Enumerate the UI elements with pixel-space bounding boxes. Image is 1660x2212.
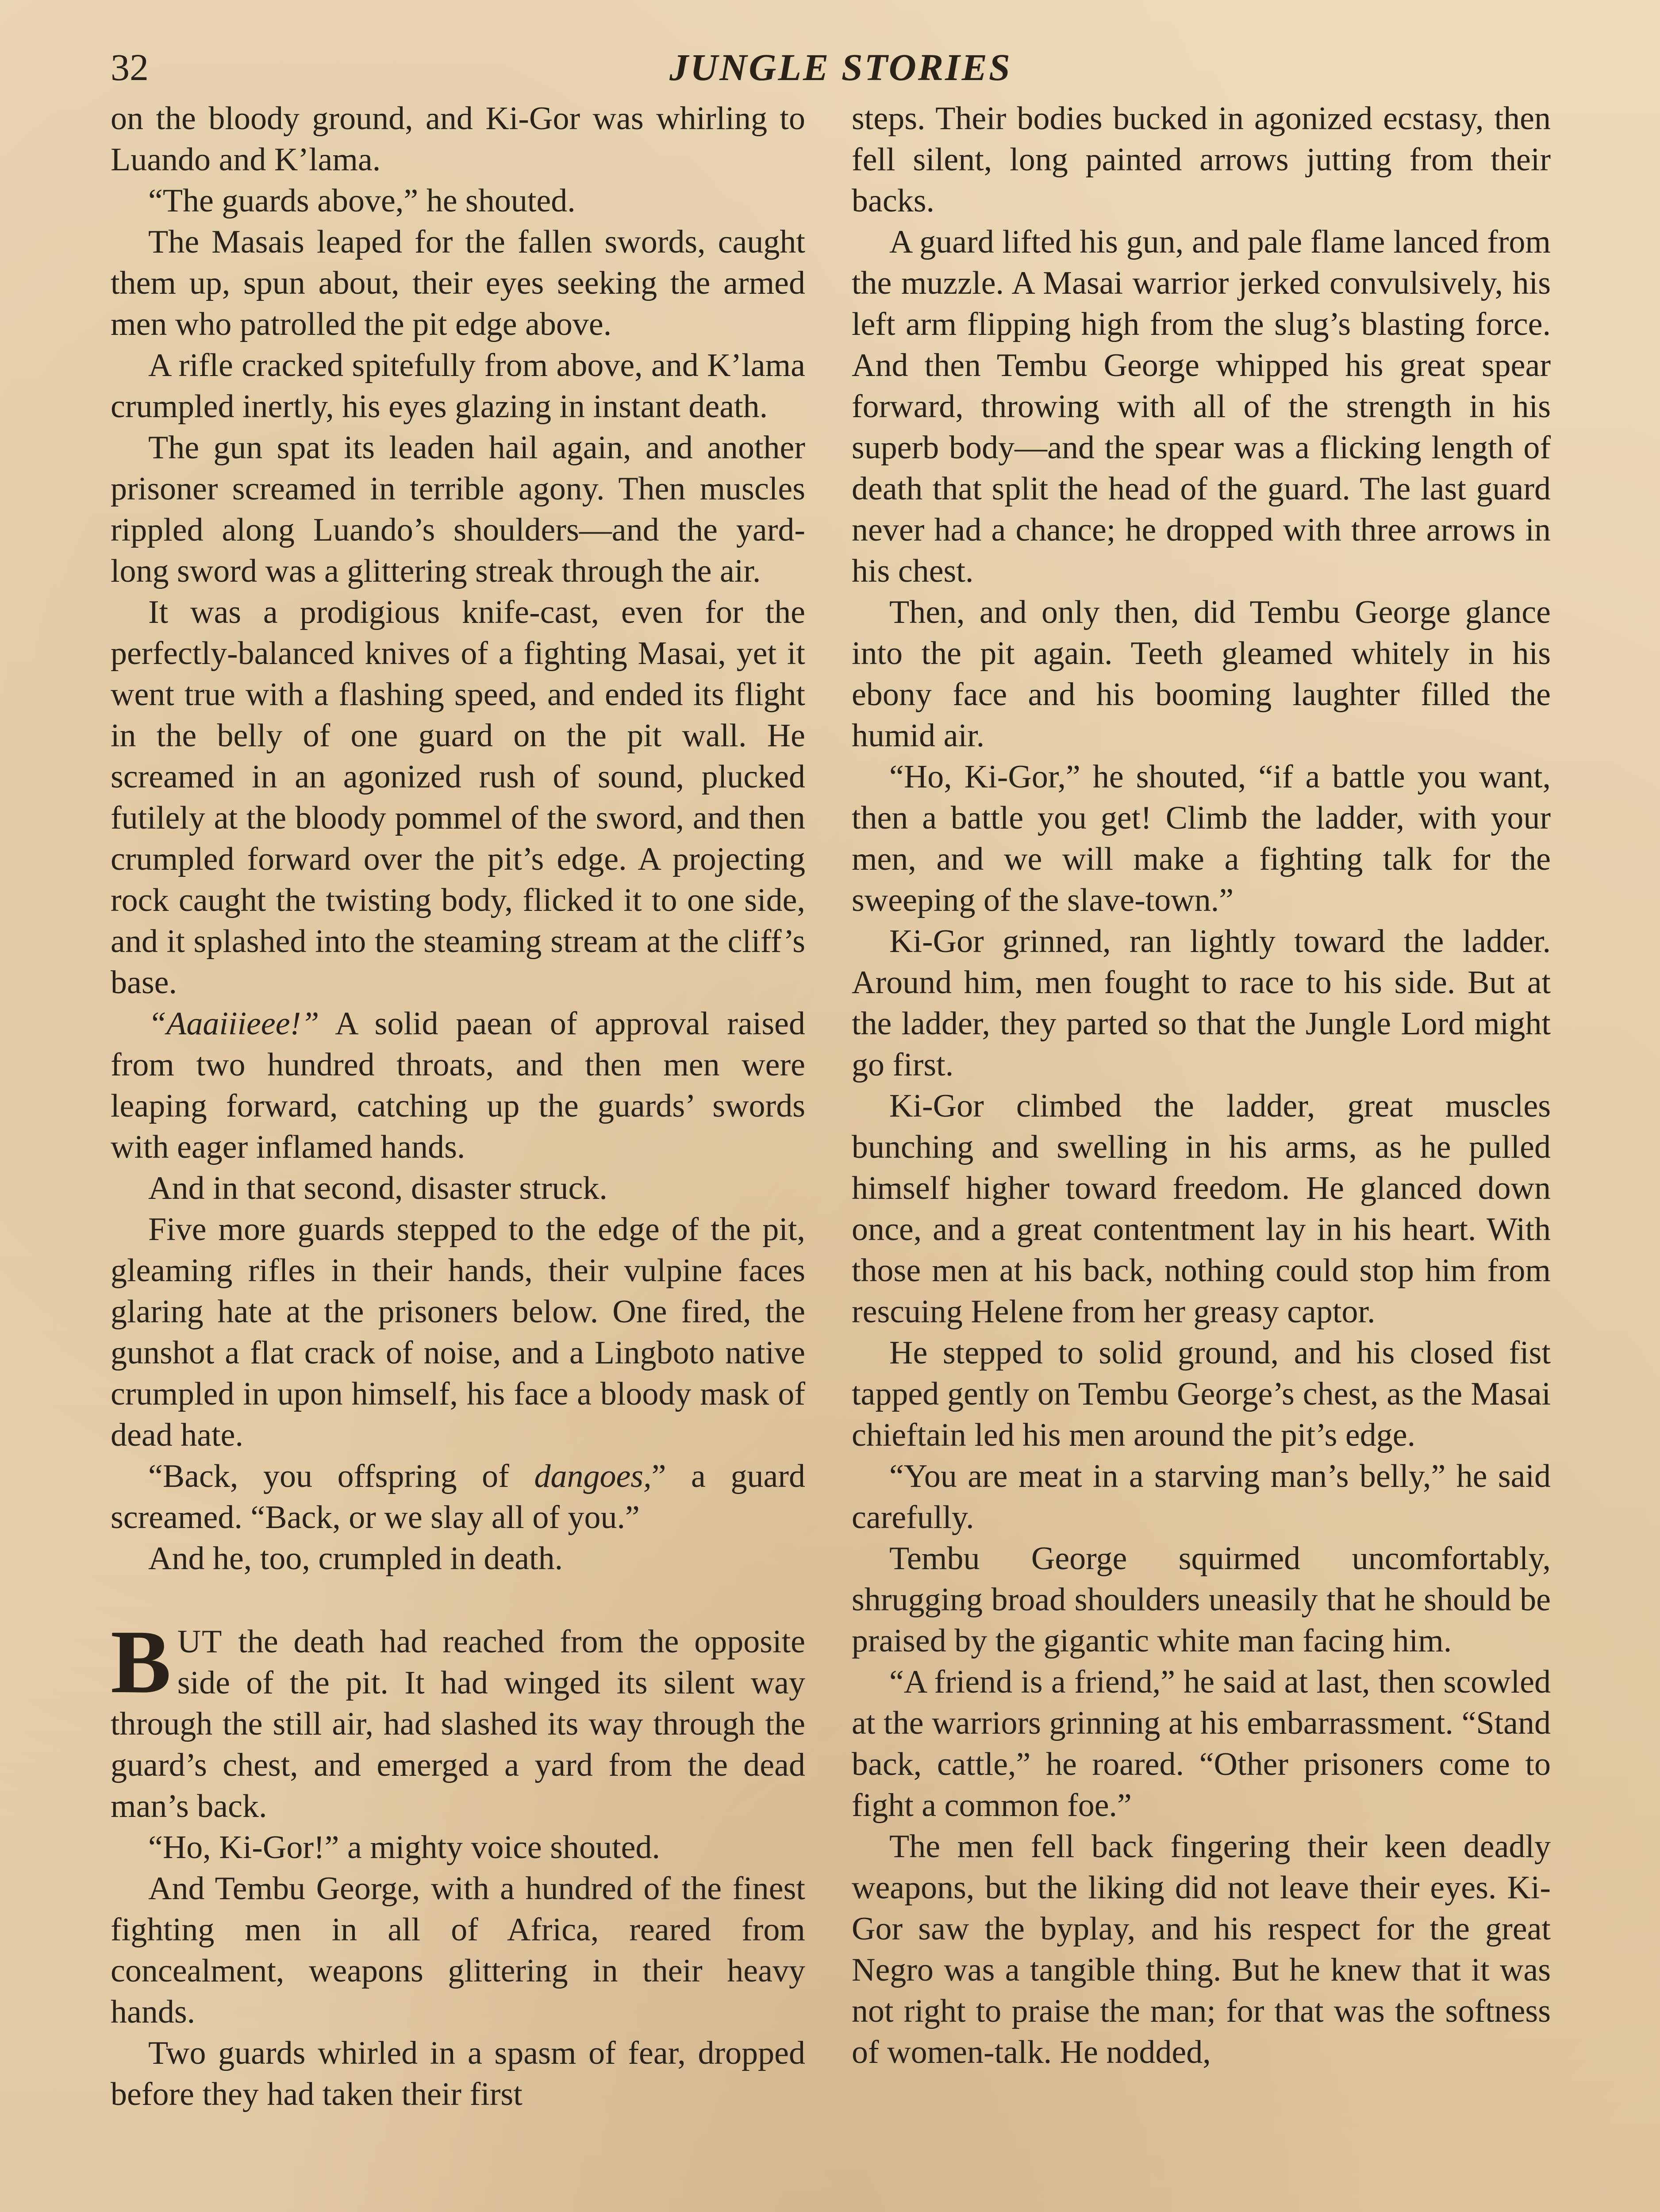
paragraph: It was a prodigious knife-cast, even for the perfectly-balanced knives of a fighting Masai, yet it went true with a flashing speed, and ended its flight in the belly of one guard on the pit wall. He screamed in an agonized rush of sound, plucked futilely at the bloody pommel of the sword, and then crumpled forward over the pit’s edge. A projecting rock caught the twisting body, flicked it to one side, and it splashed into the steaming stream at the cliff’s base.	[111, 594, 805, 1001]
paragraph: And in that second, disaster struck.	[148, 1170, 607, 1206]
paragraph: And Tembu George, with a hundred of the finest fighting men in all of Africa, reared from concealment, weapons glittering in their heavy hands.	[111, 1870, 805, 2030]
paragraph: “Ho, Ki-Gor,” he shouted, “if a battle you want, then a battle you get! Climb the ladder, with your men, and we will make a fighting talk for the sweeping of the slave-town.”	[852, 759, 1551, 918]
paragraph: Two guards whirled in a spasm of fear, dropped before they had taken their first	[111, 2035, 805, 2112]
paragraph: Tembu George squirmed uncomfortably, shrugging broad shoulders uneasily that he should be praised by the gigantic white man facing him.	[852, 1540, 1551, 1659]
right-column	[852, 98, 1551, 2073]
paragraph: Ki-Gor climbed the ladder, great muscles bunching and swelling in his arms, as he pulled himself higher toward freedom. He glanced down once, and a great contentment lay in his heart. With those men at his back, nothing could stop him from rescuing Helene from her greasy captor.	[852, 1088, 1551, 1330]
page-number: 32	[111, 46, 149, 88]
exclamation: “Aaaiiieee!”	[148, 1006, 319, 1042]
paragraph	[111, 1003, 805, 1168]
paragraph-text: ” a guard screamed. “Back, or we slay all of you.”	[111, 1458, 805, 1536]
paragraph: The gun spat its leaden hail again, and another prisoner screamed in terrible agony. Then muscles rippled along Luando’s shoulders—and the yard-long sword was a glittering streak through the air.	[111, 430, 805, 589]
paragraph: “You are meat in a starving man’s belly,” he said carefully.	[852, 1458, 1551, 1536]
italic-word: dangoes,	[534, 1458, 652, 1494]
paragraph: He stepped to solid ground, and his closed fist tapped gently on Tembu George’s chest, as the Masai chieftain led his men around the pit’s edge.	[852, 1335, 1551, 1453]
paragraph: A rifle cracked spitefully from above, and K’lama crumpled inertly, his eyes glazing in instant death.	[111, 347, 805, 425]
paragraph-text: “Back, you offspring of	[148, 1458, 534, 1494]
paragraph: “Ho, Ki-Gor!” a mighty voice shouted.	[148, 1829, 660, 1866]
paragraph: “The guards above,” he shouted.	[148, 183, 576, 219]
paragraph-text: A solid paean of approval raised from two hundred throats, and then men were leaping forward, catching up the guards’ swords with eager inflamed hands.	[111, 1006, 805, 1165]
section-start-paragraph	[111, 1612, 805, 1827]
paragraph: Five more guards stepped to the edge of the pit, gleaming rifles in their hands, their vulpine faces glaring hate at the prisoners below. One fired, the gunshot a flat crack of noise, and a Lingboto native crumpled in upon himself, his face a bloody mask of dead hate.	[111, 1211, 805, 1453]
paragraph: steps. Their bodies bucked in agonized ecstasy, then fell silent, long painted arrows jutting from their backs.	[852, 100, 1551, 219]
paragraph	[111, 1456, 805, 1538]
small-caps-lead: UT	[177, 1624, 223, 1660]
paragraph: And he, too, crumpled in death.	[148, 1540, 563, 1577]
left-column	[111, 98, 805, 2115]
paragraph: A guard lifted his gun, and pale flame lanced from the muzzle. A Masai warrior jerked convulsively, his left arm flipping high from the slug’s blasting force. And then Tembu George whipped his great spear forward, throwing with all of the strength in his superb body—and the spear was a flicking length of death that split the head of the guard. The last guard never had a chance; he dropped with three arrows in his chest.	[852, 224, 1551, 589]
paragraph-text: the death had reached from the opposite side of the pit. It had winged its silent way through the still air, had slashed its way through the guard’s chest, and emerged a yard from the dead man’s back.	[111, 1624, 805, 1824]
drop-cap: B	[111, 1612, 171, 1712]
paragraph: Ki-Gor grinned, ran lightly toward the ladder. Around him, men fought to race to his side. But at the ladder, they parted so that the Jungle Lord might go first.	[852, 923, 1551, 1083]
running-title: JUNGLE STORIES	[669, 46, 1012, 88]
paragraph: The men fell back fingering their keen deadly weapons, but the liking did not leave their eyes. Ki-Gor saw the byplay, and his respect for the great Negro was a tangible thing. But he knew that it was not right to praise the man; for that was the softness of women-talk. He nodded,	[852, 1828, 1551, 2070]
paragraph: Then, and only then, did Tembu George glance into the pit again. Teeth gleamed whitely in his ebony face and his booming laughter filled the humid air.	[852, 594, 1551, 754]
paragraph: on the bloody ground, and Ki-Gor was whirling to Luando and K’lama.	[111, 100, 805, 178]
paragraph: “A friend is a friend,” he said at last, then scowled at the warriors grinning at his embarrassment. “Stand back, cattle,” he roared. “Other prisoners come to fight a common foe.”	[852, 1664, 1551, 1824]
paragraph: The Masais leaped for the fallen swords, caught them up, spun about, their eyes seeking the armed men who patrolled the pit edge above.	[111, 224, 805, 342]
page-header	[111, 41, 1571, 94]
